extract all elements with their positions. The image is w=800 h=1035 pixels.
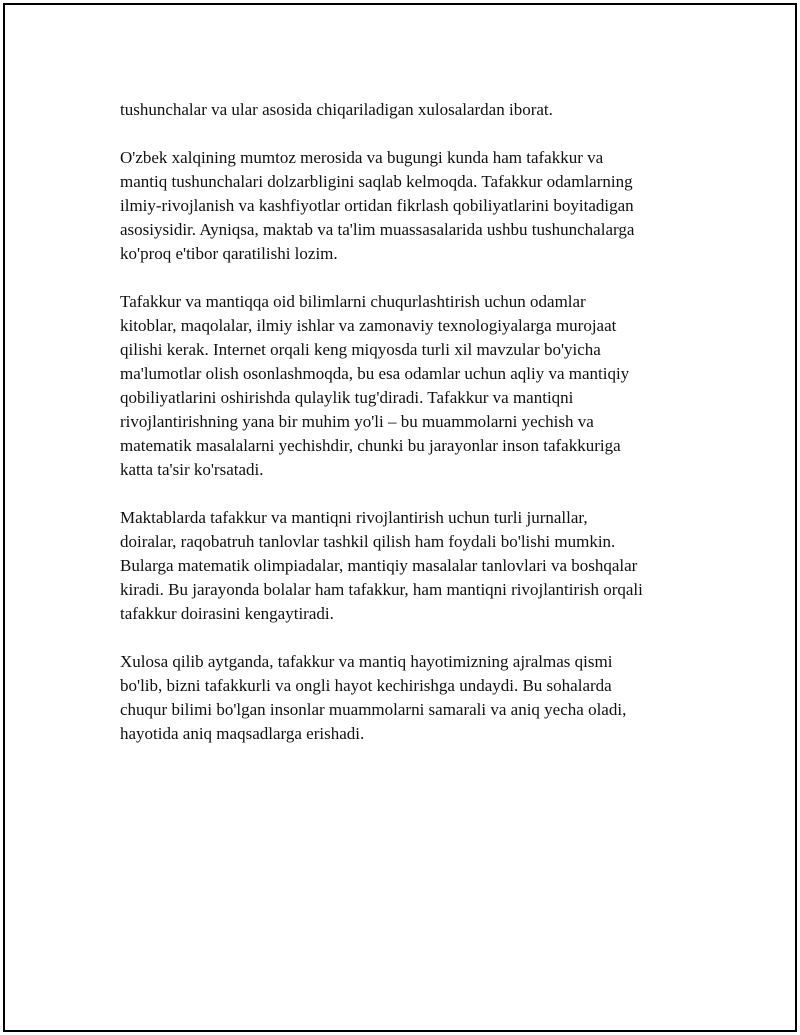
text-line: asosiysidir. Ayniqsa, maktab va ta'lim muassasalarida ushbu tushunchalarga xyxy=(120,220,635,239)
text-line: Xulosa qilib aytganda, tafakkur va mantiq hayotimizning ajralmas qismi xyxy=(120,652,613,671)
paragraph-5 xyxy=(120,650,705,746)
text-line: matematik masalalarni yechishdir, chunki bu jarayonlar inson tafakkuriga xyxy=(120,436,621,455)
text-line: qilishi kerak. Internet orqali keng miqyosda turli xil mavzular bo'yicha xyxy=(120,340,601,359)
text-line: tafakkur doirasini kengaytiradi. xyxy=(120,604,334,623)
text-line: Maktablarda tafakkur va mantiqni rivojlantirish uchun turli jurnallar, xyxy=(120,508,588,527)
document-body xyxy=(120,98,705,770)
text-line: doiralar, raqobatruh tanlovlar tashkil qilish ham foydali bo'lishi mumkin. xyxy=(120,532,616,551)
text-line: chuqur bilimi bo'lgan insonlar muammolarni samarali va aniq yecha oladi, xyxy=(120,700,627,719)
text-line: kiradi. Bu jarayonda bolalar ham tafakkur, ham mantiqni rivojlantirish orqali xyxy=(120,580,643,599)
text-line: qobiliyatlarini oshirishda qulaylik tug'diradi. Tafakkur va mantiqni xyxy=(120,388,574,407)
text-line: hayotida aniq maqsadlarga erishadi. xyxy=(120,724,365,743)
text-line: mantiq tushunchalari dolzarbligini saqlab kelmoqda. Tafakkur odamlarning xyxy=(120,172,633,191)
text-line: bo'lib, bizni tafakkurli va ongli hayot kechirishga undaydi. Bu sohalarda xyxy=(120,676,612,695)
text-line: ko'proq e'tibor qaratilishi lozim. xyxy=(120,244,338,263)
paragraph-1 xyxy=(120,98,705,122)
text-line: Bularga matematik olimpiadalar, mantiqiy masalalar tanlovlari va boshqalar xyxy=(120,556,638,575)
text-line: ma'lumotlar olish osonlashmoqda, bu esa odamlar uchun aqliy va mantiqiy xyxy=(120,364,630,383)
paragraph-2 xyxy=(120,146,705,266)
text-line: rivojlantirishning yana bir muhim yo'li – bu muammolarni yechish va xyxy=(120,412,594,431)
text-line: ilmiy-rivojlanish va kashfiyotlar ortidan fikrlash qobiliyatlarini boyitadigan xyxy=(120,196,634,215)
document-page xyxy=(3,3,797,1032)
paragraph-3 xyxy=(120,290,705,482)
text-line: O'zbek xalqining mumtoz merosida va bugungi kunda ham tafakkur va xyxy=(120,148,604,167)
text-line: katta ta'sir ko'rsatadi. xyxy=(120,460,264,479)
text-line: tushunchalar va ular asosida chiqariladigan xulosalardan iborat. xyxy=(120,100,553,119)
paragraph-4 xyxy=(120,506,705,626)
text-line: Tafakkur va mantiqqa oid bilimlarni chuqurlashtirish uchun odamlar xyxy=(120,292,586,311)
text-line: kitoblar, maqolalar, ilmiy ishlar va zamonaviy texnologiyalarga murojaat xyxy=(120,316,617,335)
